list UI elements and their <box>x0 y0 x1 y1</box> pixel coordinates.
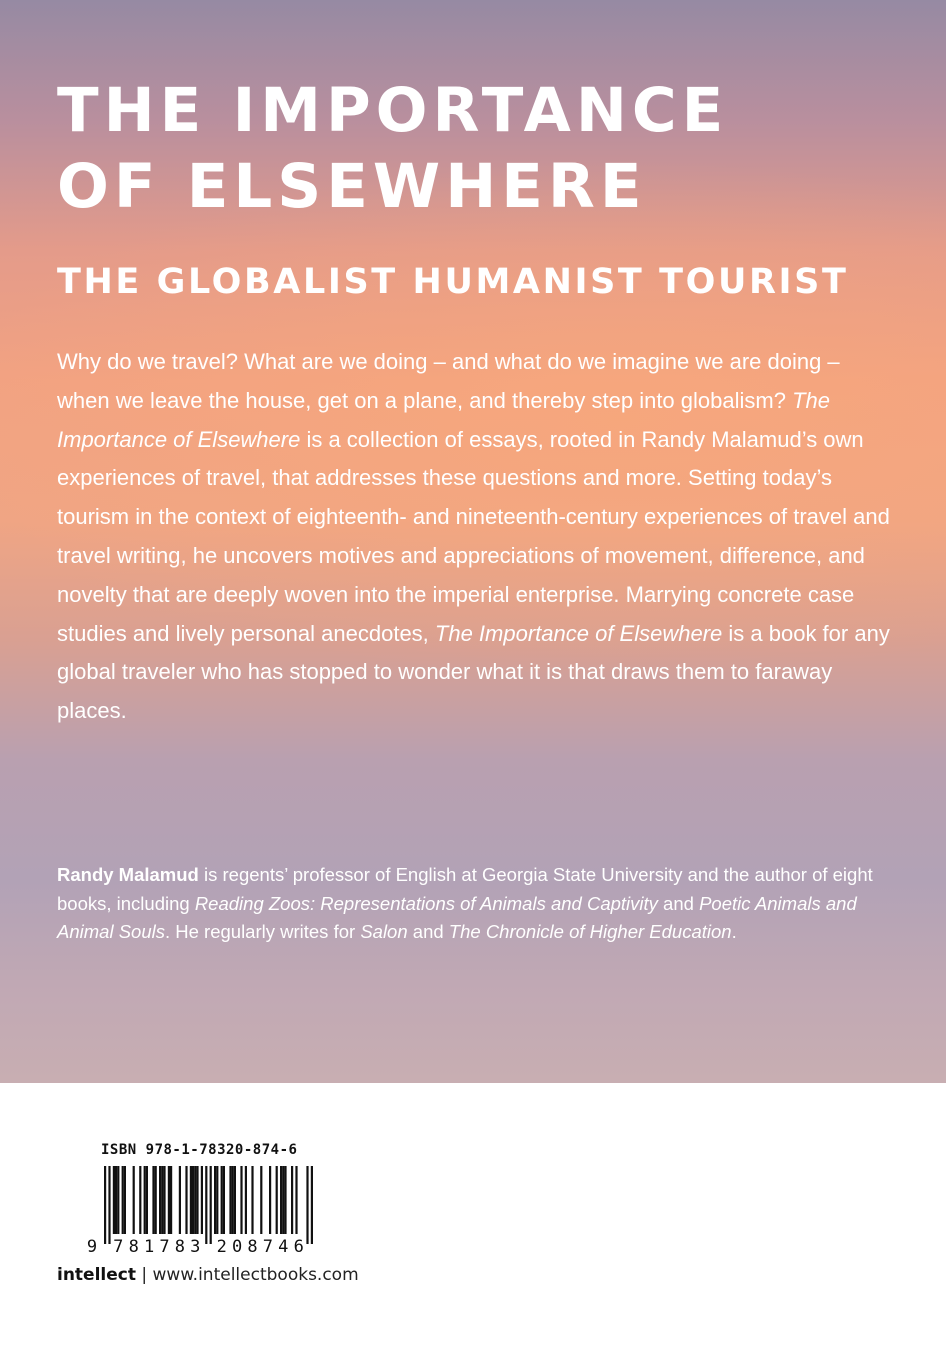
author-bio <box>57 861 887 947</box>
desc-text: is a collection of essays, rooted in Randy Malamud’s own experiences of travel, that addresses these questions and more. Setting today’s tourism in the context of eighteenth- and nineteenth-century experiences of travel and travel writing, he uncovers motives and appreciations of movement, difference, and novelty that are deeply woven into the imperial enterprise. Marrying concrete case studies and lively personal anecdotes, <box>57 426 890 646</box>
barcode-bar <box>185 1166 187 1234</box>
barcode-bar <box>122 1166 124 1234</box>
barcode-bar <box>104 1166 106 1244</box>
desc-text: Why do we travel? What are we doing – and what do we imagine we are doing – when we leave the house, get on a plane, and thereby step into globalism? <box>57 349 840 413</box>
barcode-bar <box>240 1166 242 1234</box>
bio-book-title: Reading Zoos: Representations of Animals and Captivity <box>194 892 658 914</box>
isbn-label: ISBN 978-1-78320-874-6 <box>101 1142 298 1158</box>
barcode-bar <box>163 1166 165 1234</box>
barcode-digit: 8 <box>174 1237 186 1257</box>
barcode-bar <box>113 1166 115 1234</box>
barcode-bar <box>232 1166 234 1234</box>
barcode-bar <box>276 1166 278 1234</box>
desc-book-title: The Importance of Elsewhere <box>57 387 830 452</box>
barcode-bar <box>155 1166 157 1234</box>
bio-text: . <box>731 921 737 942</box>
barcode-digit: 4 <box>278 1237 289 1257</box>
barcode-bar <box>269 1166 271 1234</box>
barcode-bar <box>251 1166 253 1234</box>
barcode-digit: 3 <box>190 1237 201 1257</box>
barcode-bar <box>221 1166 223 1234</box>
barcode-digit: 9 <box>86 1237 98 1257</box>
barcode-bar <box>152 1166 154 1234</box>
barcode-bar <box>214 1166 216 1234</box>
barcode-bar <box>124 1166 126 1234</box>
barcode-bar <box>117 1166 119 1234</box>
publisher-line <box>57 1265 359 1285</box>
barcode-digit: 8 <box>247 1237 258 1257</box>
barcode-bar <box>133 1166 135 1234</box>
barcode-bar <box>108 1166 110 1244</box>
barcode-digit: 6 <box>293 1237 304 1257</box>
publisher-url[interactable]: www.intellectbooks.com <box>152 1265 359 1285</box>
bio-text: . He regularly writes for <box>164 921 361 942</box>
bio-publication: The Chronicle of Higher Education <box>448 921 732 942</box>
separator: | <box>141 1265 148 1285</box>
barcode-bar <box>245 1166 247 1234</box>
barcode-bar <box>192 1166 194 1234</box>
book-title-line-1: THE IMPORTANCE <box>57 75 729 146</box>
barcode-bar <box>260 1166 262 1234</box>
barcode-bar <box>139 1166 141 1234</box>
barcode-bar <box>179 1166 181 1234</box>
barcode-bar <box>234 1166 236 1234</box>
barcode-bar <box>168 1166 170 1234</box>
barcode-digit: 1 <box>143 1237 155 1257</box>
barcode-digit: 2 <box>216 1237 227 1257</box>
barcode-bar <box>210 1166 212 1244</box>
bio-text: and <box>657 892 700 914</box>
book-title-line-2: OF ELSEWHERE <box>57 151 647 222</box>
barcode-bar <box>196 1166 198 1234</box>
barcode-digit: 7 <box>113 1237 124 1257</box>
barcode-bar <box>216 1166 218 1234</box>
bio-publication: Salon <box>360 921 408 942</box>
bio-text: is regents’ professor of English at Georgia State University and the author of eight books, including <box>57 864 873 914</box>
barcode-bar <box>229 1166 231 1234</box>
barcode-bar <box>295 1166 297 1234</box>
barcode-bar <box>190 1166 192 1234</box>
barcode-bar <box>282 1166 284 1234</box>
barcode-digit: 7 <box>262 1237 274 1257</box>
barcode-bar <box>194 1166 196 1234</box>
barcode-bar <box>311 1166 313 1244</box>
barcode-bar <box>205 1166 207 1244</box>
author-name: Randy Malamud <box>57 864 199 885</box>
barcode-bar <box>284 1166 286 1234</box>
barcode-bar <box>144 1166 146 1234</box>
barcode-digit: 8 <box>128 1237 139 1257</box>
barcode-bar <box>223 1166 225 1234</box>
desc-text: is a book for any global traveler who has stopped to wonder what it is that draws them to faraway places. <box>57 620 890 724</box>
barcode-bar <box>201 1166 203 1234</box>
barcode-bar <box>146 1166 148 1234</box>
barcode-bar <box>159 1166 161 1234</box>
barcode-bar <box>161 1166 163 1234</box>
book-subtitle: THE GLOBALIST HUMANIST TOURIST <box>57 262 849 302</box>
barcode-bar <box>306 1166 308 1244</box>
publisher-name: intellect <box>57 1265 136 1285</box>
barcode <box>82 1166 302 1256</box>
barcode-bar <box>170 1166 172 1234</box>
barcode-bar <box>115 1166 117 1234</box>
book-description <box>57 343 897 731</box>
barcode-bar <box>280 1166 282 1234</box>
bio-text: and <box>407 921 449 942</box>
barcode-digit: 7 <box>159 1237 170 1257</box>
bio-book-title: Poetic Animals and Animal Souls <box>57 892 857 942</box>
desc-book-title: The Importance of Elsewhere <box>434 620 723 646</box>
barcode-digit: 0 <box>231 1237 243 1257</box>
barcode-bar <box>291 1166 293 1234</box>
